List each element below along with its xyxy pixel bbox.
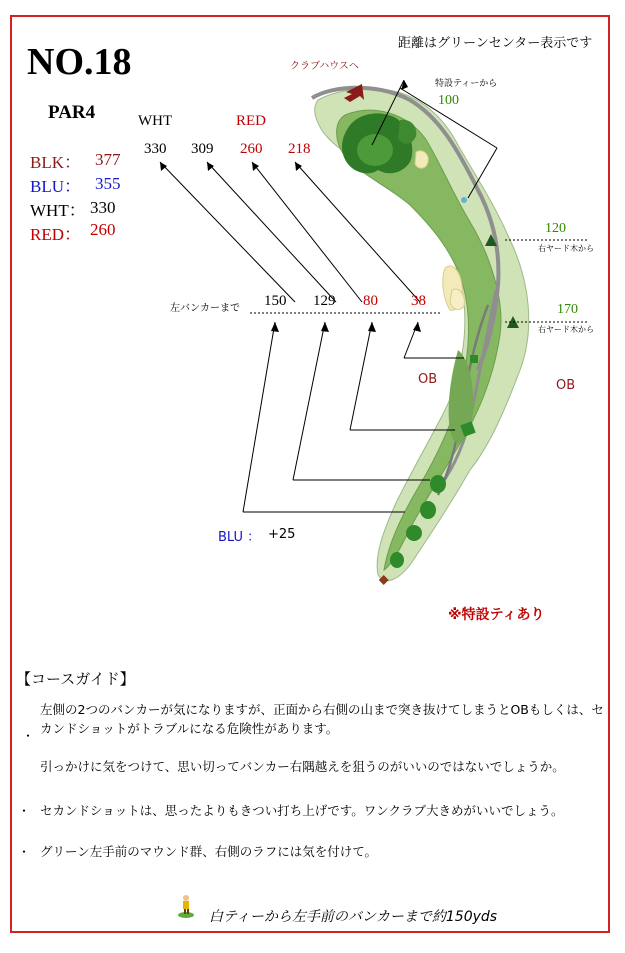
tee-box-6 [390,552,404,568]
blu-label: BLU ： [218,530,261,545]
tee-dist-red-1: 260 [240,141,263,157]
tee-box-2 [470,355,478,363]
special-tee-yards: 100 [438,93,459,108]
guide-item-3: セカンドショットは、思ったよりもきつい打ち上げです。ワンクラブ大きめがいいでしょう。 [40,803,564,818]
tee-label-blu: BLU： [30,177,81,196]
guide-item-4: グリーン左手前のマウンド群、右側のラフには気を付けて。 [40,844,378,859]
blu-value: +25 [268,527,296,542]
ob-right-label: OB [556,378,576,393]
special-tee-label: 特設ティーから [435,79,498,89]
ob-left-label: OB [418,372,438,387]
tee-box-4 [420,501,436,519]
clubhouse-label: クラブハウスへ [290,61,359,72]
tee-yards-blu: 355 [95,174,121,193]
guide-heading: 【コースガイド】 [16,670,135,688]
special-tee-note: ※特設ティあり [448,607,545,623]
yard-170-note: 右ヤード木から [538,325,594,334]
tee-yards-blk: 377 [95,150,121,169]
red-header: RED [236,113,266,129]
bunker-dist-3: 80 [363,293,378,309]
guide-bullet-3: ・ [18,804,31,818]
tee-box-5 [406,525,422,541]
guide-item-1: 左側の2つのバンカーが気になりますが、正面から右側の山まで突き抜けてしまうとOBもしくは、セカンドショットがトラブルになる危険性があります。 [40,702,604,736]
tee-yards-red: 260 [90,220,116,239]
tee-box-3 [430,475,446,493]
yard-170: 170 [557,302,578,317]
bunker-dist-1: 150 [264,293,287,309]
guide-item-2: 引っかけに気をつけて、思い切ってバンカー右隅越えを狙うのがいいのではないでしょうか。 [40,759,565,774]
tee-dist-wht-1: 330 [144,141,167,157]
wht-header: WHT [138,113,173,129]
guide-bullet-1: ・ [22,729,35,743]
special-tee-icon [461,197,467,203]
par-label: PAR4 [48,102,96,123]
distance-note: 距離はグリーンセンター表示です [398,36,593,51]
footer-note: 白ティーから左手前のバンカーまで約150yds [209,909,498,925]
tee-dist-red-2: 218 [288,141,311,157]
yard-120-note: 右ヤード木から [538,244,594,253]
tee-label-blk: BLK： [30,153,81,172]
greenside-bunker [415,151,428,169]
bunker-dist-4: 38 [411,293,426,309]
guide-bullet-4: ・ [18,845,31,859]
tee-dist-wht-2: 309 [191,141,214,157]
tee-yards-wht: 330 [90,198,116,217]
tee-label-red: RED： [30,225,81,244]
tee-label-wht: WHT： [30,201,86,220]
bunker-label: 左バンカーまで [170,303,240,314]
bunker-dist-2: 129 [313,293,336,309]
yard-120: 120 [545,221,566,236]
hole-title: NO.18 [27,41,132,83]
